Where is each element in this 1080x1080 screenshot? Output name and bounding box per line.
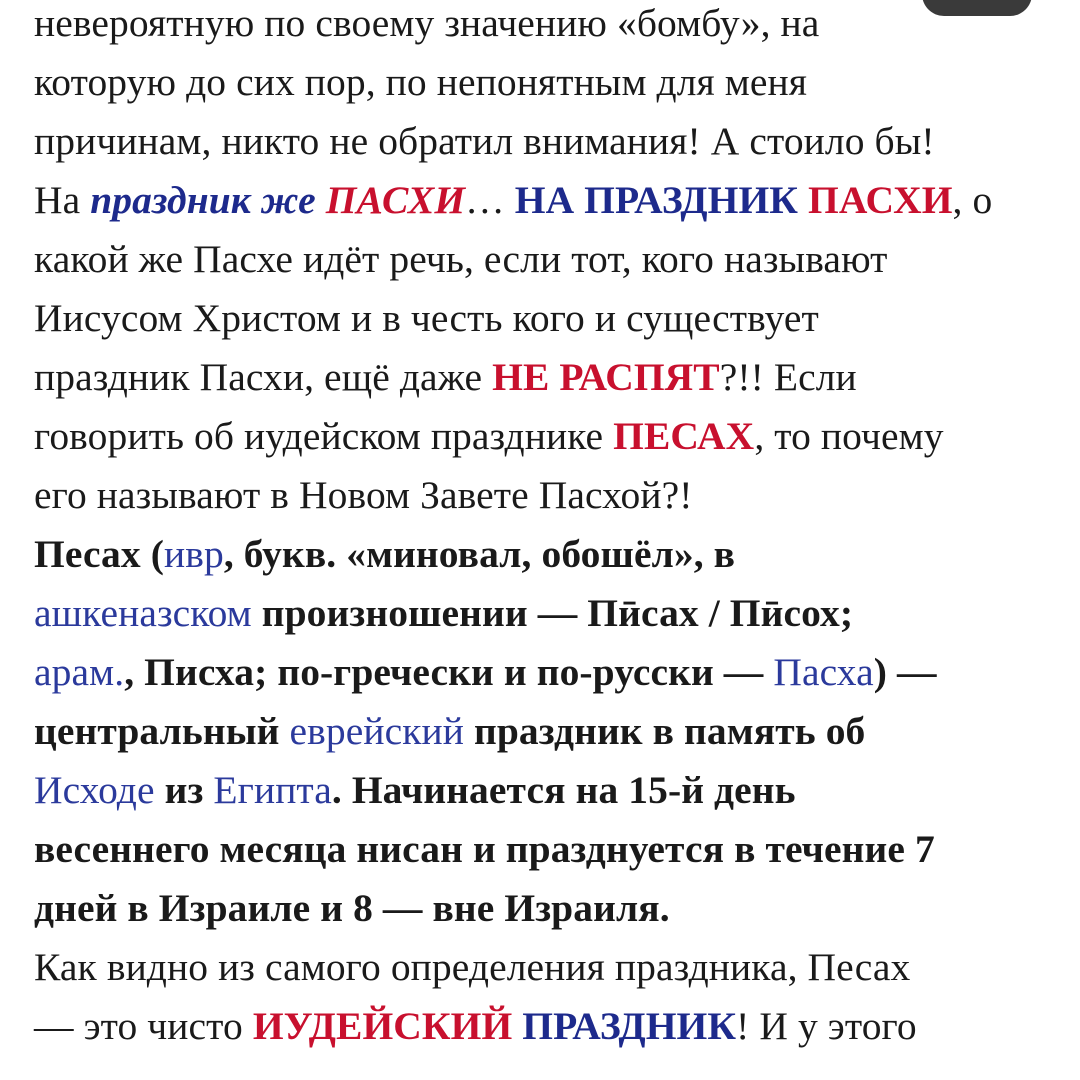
text-segment: ИУДЕЙСКИЙ [252, 1004, 523, 1048]
text-segment: , букв. «миновал, обошёл», в [223, 532, 736, 576]
text-segment: , о [952, 178, 993, 222]
text-line [34, 348, 1054, 407]
text-segment: , то почему [754, 414, 944, 458]
text-segment: говорить об иудейском празднике [34, 414, 614, 458]
text-segment: ПЕСАХ [613, 414, 755, 458]
text-line [34, 997, 1054, 1056]
text-segment: На [34, 178, 91, 222]
text-segment: НА ПРАЗДНИК [514, 178, 808, 222]
text-segment: ) — [873, 650, 937, 694]
text-segment: … [465, 178, 515, 222]
text-segment: праздник в память об [464, 709, 866, 753]
text-link[interactable]: ашкеназском [34, 591, 252, 635]
text-segment: праздник Пасхи, ещё даже [34, 355, 493, 399]
text-line [34, 466, 1054, 525]
text-line [34, 230, 1054, 289]
text-segment: — это чисто [34, 1004, 253, 1048]
text-segment: центральный [34, 709, 290, 753]
text-segment: которую до сих пор, по непонятным для меня [34, 60, 808, 104]
text-link[interactable]: еврейский [289, 709, 464, 753]
text-line [34, 53, 1054, 112]
text-segment: его называют в Новом Завете Пасхой?! [34, 473, 693, 517]
text-link[interactable]: Египта [213, 768, 332, 812]
text-link[interactable]: Исходе [34, 768, 155, 812]
text-segment: ! И у этого [736, 1004, 917, 1048]
text-line [34, 702, 1054, 761]
text-line [34, 0, 1054, 53]
text-segment: дней в Израиле и 8 — вне Израиля. [34, 886, 670, 930]
text-segment: НЕ РАСПЯТ [492, 355, 720, 399]
text-line [34, 761, 1054, 820]
text-segment: ПАСХИ [325, 178, 466, 222]
text-segment: , Писха; по-гречески и по-русски — [124, 650, 774, 694]
text-line [34, 112, 1054, 171]
text-segment: ПАСХИ [808, 178, 953, 222]
document-text [34, 0, 1054, 1056]
text-segment: ПРАЗДНИК [522, 1004, 737, 1048]
text-line [34, 938, 1054, 997]
text-segment: причинам, никто не обратил внимания! А стоило бы! [34, 119, 935, 163]
text-line [34, 171, 1054, 230]
text-line [34, 820, 1054, 879]
text-segment: из [154, 768, 214, 812]
text-line [34, 879, 1054, 938]
text-segment: Песах ( [34, 532, 164, 576]
text-segment: Как видно из самого определения праздника, Песах [34, 945, 911, 989]
text-segment: . Начинается на 15-й день [331, 768, 796, 812]
text-link[interactable]: ивр [163, 532, 224, 576]
text-segment: Иисусом Христом и в честь кого и существует [34, 296, 819, 340]
text-link[interactable]: арам. [34, 650, 125, 694]
text-line [34, 407, 1054, 466]
text-line [34, 525, 1054, 584]
text-segment: какой же Пасхе идёт речь, если тот, кого называют [34, 237, 888, 281]
text-line [34, 584, 1054, 643]
text-segment: произношении — Пӣсах / Пӣсох; [251, 591, 854, 635]
text-line [34, 643, 1054, 702]
text-line [34, 289, 1054, 348]
text-segment: ?!! Если [719, 355, 857, 399]
text-link[interactable]: Пасха [773, 650, 874, 694]
text-segment: невероятную по своему значению «бомбу», на [34, 1, 820, 45]
text-segment: весеннего месяца нисан и празднуется в течение 7 [34, 827, 935, 871]
text-segment: праздник же [90, 178, 326, 222]
